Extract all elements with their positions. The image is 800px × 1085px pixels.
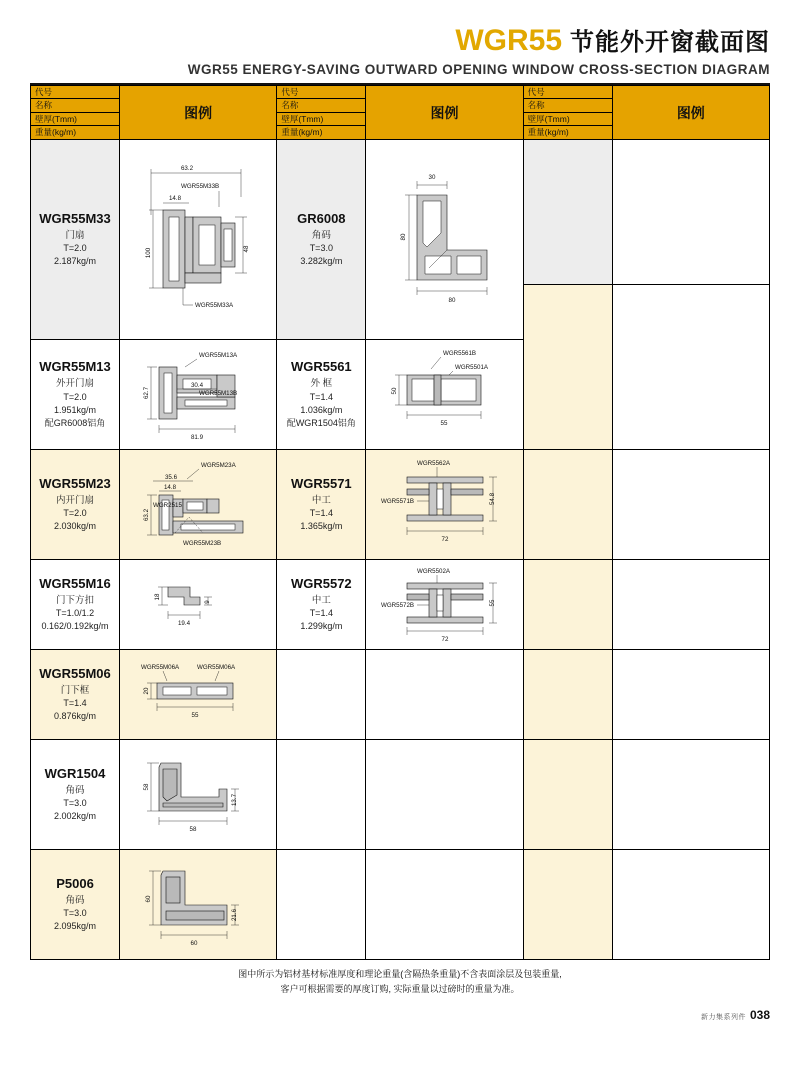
- profile-code: WGR5572: [290, 575, 352, 591]
- header-weight: 重量(kg/m): [35, 126, 77, 137]
- profile-name: 中工: [311, 494, 331, 506]
- svg-text:54.8: 54.8: [489, 492, 497, 505]
- footer-notes: [30, 967, 770, 998]
- profile-code: WGR5561: [290, 359, 352, 375]
- svg-text:30: 30: [429, 173, 436, 181]
- column-header-labels-2: [277, 86, 365, 140]
- svg-text:50: 50: [391, 387, 399, 394]
- profile-name: 门下方扣: [55, 594, 94, 606]
- profile-name: 中工: [311, 594, 331, 606]
- profile-name: 角码: [311, 229, 331, 241]
- svg-text:WGR55M06A: WGR55M06A: [197, 663, 236, 671]
- profile-drawing: [365, 850, 522, 960]
- table-row: [524, 140, 612, 285]
- header-thickness: 壁厚(Tmm): [277, 113, 365, 126]
- profile-code: GR6008: [297, 210, 346, 226]
- profile-weight: 0.162/0.192kg/m: [41, 621, 109, 632]
- table-row: [277, 740, 365, 850]
- svg-text:58: 58: [189, 825, 197, 833]
- profile-code: P5006: [56, 875, 94, 891]
- profile-weight: 3.282kg/m: [300, 256, 343, 267]
- svg-text:55: 55: [191, 711, 199, 719]
- profile-drawing: [119, 560, 276, 650]
- table-row: [277, 560, 365, 650]
- svg-text:55: 55: [489, 599, 497, 606]
- table-column-1: [31, 86, 277, 960]
- profile-drawing: [119, 340, 276, 450]
- svg-text:18: 18: [154, 593, 162, 600]
- svg-text:80: 80: [400, 233, 408, 240]
- profile-weight: 2.030kg/m: [53, 521, 97, 532]
- table-row: [277, 340, 365, 450]
- profile-drawing: [365, 340, 522, 450]
- svg-text:63.2: 63.2: [181, 164, 194, 172]
- header-thickness: 壁厚(Tmm): [31, 113, 119, 126]
- profile-drawing: [119, 650, 276, 740]
- profile-weight: 2.002kg/m: [53, 811, 97, 822]
- profile-thickness: T=1.4: [309, 508, 333, 519]
- svg-text:100: 100: [145, 247, 153, 258]
- profile-table: [30, 85, 770, 960]
- profile-weight: 0.876kg/m: [53, 711, 97, 722]
- svg-text:WGR5561B: WGR5561B: [443, 349, 477, 357]
- svg-text:WGR5571B: WGR5571B: [381, 497, 415, 505]
- svg-text:WGR55M33A: WGR55M33A: [195, 301, 234, 309]
- profile-drawing: [119, 450, 276, 560]
- svg-text:55: 55: [441, 419, 448, 427]
- svg-text:35.6: 35.6: [165, 473, 178, 481]
- header-name: 名称: [277, 99, 365, 112]
- profile-drawing: [612, 450, 769, 560]
- profile-code: WGR55M16: [39, 575, 111, 591]
- profile-extra: 配WGR1504铝角: [286, 417, 356, 428]
- profile-weight: 1.365kg/m: [300, 521, 343, 532]
- profile-code: WGR55M06: [39, 665, 111, 681]
- header-code: 代号: [524, 86, 612, 99]
- profile-drawing: [612, 560, 769, 650]
- svg-text:13.7: 13.7: [231, 793, 239, 806]
- profile-code: WGR5571: [290, 475, 352, 491]
- profile-name: 外开门扇: [55, 378, 94, 390]
- table-row: [524, 740, 612, 850]
- profile-drawing: [612, 650, 769, 740]
- profile-drawing: [612, 140, 769, 285]
- column-header-drawing-2: 图例: [365, 86, 522, 140]
- header-thickness: 壁厚(Tmm): [524, 113, 612, 126]
- svg-text:WGR5M23A: WGR5M23A: [201, 461, 236, 469]
- svg-text:19.4: 19.4: [178, 619, 191, 627]
- column-header-labels-1: [31, 86, 119, 140]
- svg-text:WGR55M13A: WGR55M13A: [199, 351, 238, 359]
- svg-text:60: 60: [145, 895, 153, 902]
- profile-drawing: [365, 140, 522, 340]
- profile-weight: 1.951kg/m: [53, 404, 97, 415]
- svg-text:48: 48: [243, 245, 251, 252]
- svg-text:WGR55M33B: WGR55M33B: [181, 182, 220, 190]
- table-row: [31, 140, 119, 340]
- svg-text:14.8: 14.8: [169, 194, 182, 202]
- svg-text:21.6: 21.6: [231, 908, 239, 921]
- title-code: WGR55: [455, 24, 562, 57]
- svg-text:30.4: 30.4: [191, 381, 204, 389]
- profile-thickness: T=1.4: [309, 391, 333, 402]
- profile-name: 角码: [65, 894, 85, 906]
- profile-code: WGR55M23: [39, 475, 111, 491]
- profile-thickness: T=2.0: [63, 508, 87, 519]
- svg-text:WGR55M06A: WGR55M06A: [141, 663, 180, 671]
- profile-thickness: T=2.0: [63, 243, 87, 254]
- header-name: 名称: [524, 99, 612, 112]
- footer-note-2: 客户可根据需要的厚度订购, 实际重量以过磅时的重量为准。: [280, 984, 520, 995]
- profile-drawing: [612, 740, 769, 850]
- table-row: [524, 285, 612, 450]
- svg-text:WGR5562A: WGR5562A: [417, 459, 451, 467]
- svg-text:14.8: 14.8: [164, 483, 177, 491]
- table-row: [31, 450, 119, 560]
- table-row: [277, 850, 365, 960]
- profile-drawing: [365, 650, 522, 740]
- profile-thickness: T=1.0/1.2: [55, 608, 95, 619]
- svg-text:62.7: 62.7: [143, 386, 151, 399]
- profile-thickness: T=3.0: [63, 798, 87, 809]
- table-row: [524, 560, 612, 650]
- profile-weight: 2.187kg/m: [53, 256, 97, 267]
- profile-drawing: [612, 285, 769, 450]
- table-row: [524, 650, 612, 740]
- profile-name: 内开门扇: [55, 494, 94, 506]
- svg-text:80: 80: [449, 296, 456, 304]
- column-header-drawing-1: 图例: [119, 86, 276, 140]
- column-header-drawing-3: 图例: [612, 86, 769, 140]
- svg-text:60: 60: [190, 939, 198, 947]
- profile-drawing: [365, 560, 522, 650]
- table-column-3: [524, 86, 770, 960]
- page-header: [30, 22, 770, 85]
- title-en: WGR55 ENERGY-SAVING OUTWARD OPENING WINDOW CROSS-SECTION DIAGRAM: [187, 62, 770, 77]
- brand-text: 新力集系列件: [700, 1013, 746, 1021]
- table-row: [31, 740, 119, 850]
- profile-thickness: T=3.0: [63, 908, 87, 919]
- profile-name: 门扇: [65, 229, 85, 241]
- profile-thickness: T=1.4: [309, 608, 333, 619]
- svg-text:81.9: 81.9: [191, 433, 204, 441]
- table-row: [277, 650, 365, 740]
- profile-drawing: [119, 140, 276, 340]
- profile-weight: 1.036kg/m: [300, 404, 343, 415]
- svg-text:WGR5572B: WGR5572B: [381, 601, 415, 609]
- table-row: [277, 140, 365, 340]
- profile-weight: 1.299kg/m: [300, 621, 343, 632]
- svg-text:9: 9: [204, 599, 212, 604]
- table-row: [31, 850, 119, 960]
- svg-text:WGR2515: WGR2515: [153, 501, 183, 509]
- profile-code: WGR55M13: [39, 359, 111, 375]
- profile-thickness: T=3.0: [309, 243, 333, 254]
- header-code: 代号: [277, 86, 365, 99]
- profile-drawing: [365, 740, 522, 850]
- svg-text:63.2: 63.2: [143, 508, 151, 521]
- header-code: 代号: [31, 86, 119, 99]
- title-line: [30, 22, 770, 58]
- profile-drawing: [612, 850, 769, 960]
- svg-text:WGR5501A: WGR5501A: [455, 363, 489, 371]
- svg-text:72: 72: [442, 535, 449, 543]
- table-column-2: [277, 86, 523, 960]
- profile-code: WGR1504: [44, 765, 106, 781]
- profile-weight: 2.095kg/m: [53, 921, 97, 932]
- page-number: 038: [749, 1007, 770, 1022]
- profile-name: 角码: [65, 784, 85, 796]
- column-header-labels-3: [524, 86, 612, 140]
- title-cn: 节能外开窗截面图: [570, 29, 770, 56]
- svg-text:72: 72: [442, 635, 449, 643]
- profile-code: WGR55M33: [39, 210, 111, 226]
- svg-text:WGR5502A: WGR5502A: [417, 567, 451, 575]
- profile-extra: 配GR6008铝角: [44, 417, 106, 428]
- profile-drawing: [365, 450, 522, 560]
- table-row: [31, 340, 119, 450]
- table-row: [524, 450, 612, 560]
- table-row: [524, 850, 612, 960]
- profile-drawing: [119, 850, 276, 960]
- profile-thickness: T=1.4: [63, 698, 87, 709]
- header-name: 名称: [31, 99, 119, 112]
- header-weight: 重量(kg/m): [281, 126, 323, 137]
- profile-name: 外 框: [310, 378, 333, 390]
- table-row: [31, 650, 119, 740]
- svg-text:WGR55M23B: WGR55M23B: [183, 539, 222, 547]
- profile-name: 门下框: [60, 684, 90, 696]
- page-footer: [30, 1008, 770, 1022]
- table-row: [277, 450, 365, 560]
- svg-text:20: 20: [143, 687, 151, 694]
- profile-drawing: [119, 740, 276, 850]
- svg-text:WGR55M13B: WGR55M13B: [199, 389, 238, 397]
- profile-thickness: T=2.0: [63, 391, 87, 402]
- table-row: [31, 560, 119, 650]
- header-weight: 重量(kg/m): [527, 126, 569, 137]
- svg-text:58: 58: [143, 783, 151, 790]
- footer-note-1: 图中所示为铝材基材标准厚度和理论重量(含隔热条重量)不含表面涂层及包装重量,: [238, 969, 562, 979]
